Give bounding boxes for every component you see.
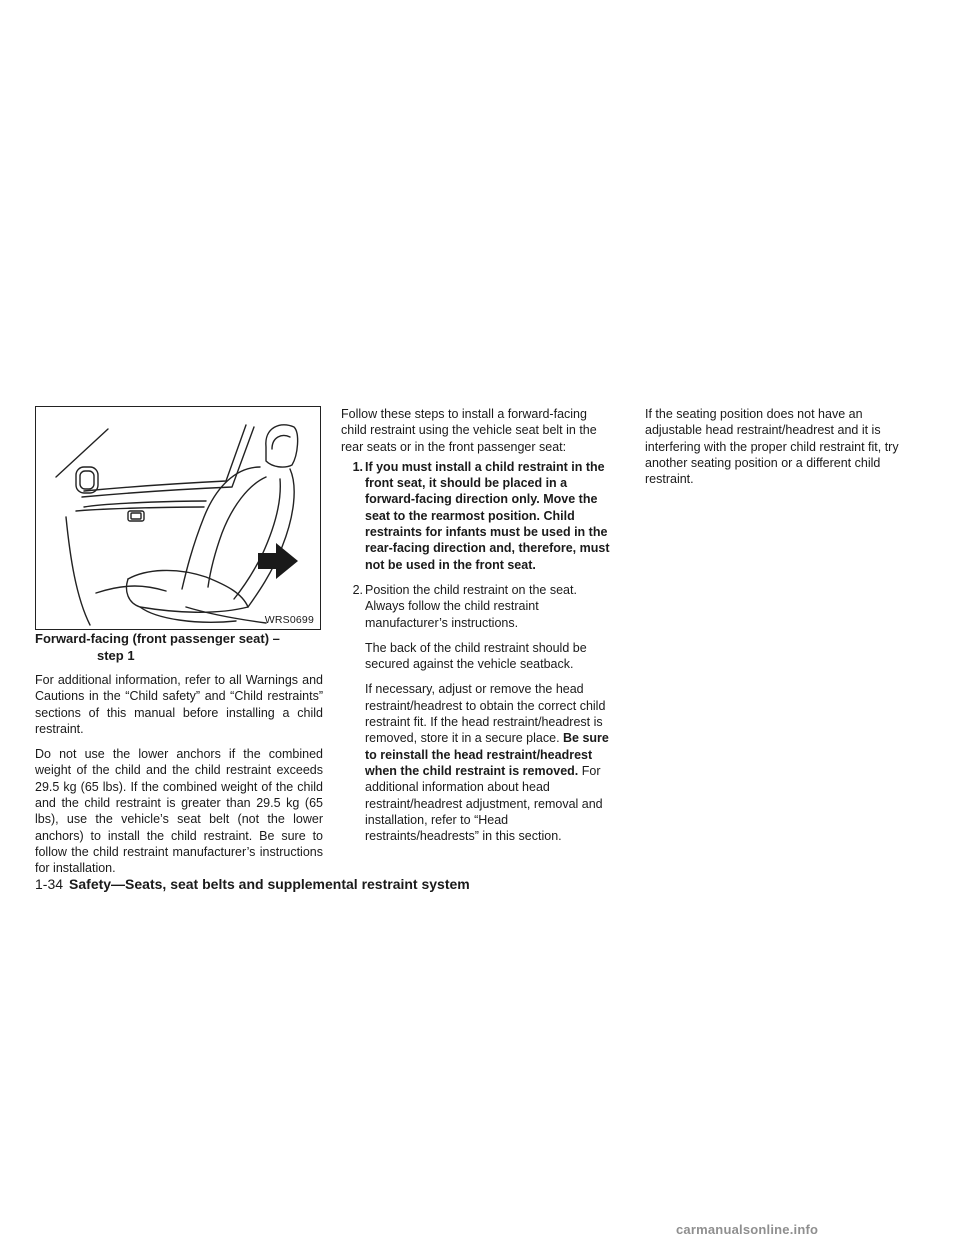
step-1-text: If you must install a child restraint in the front seat, it should be placed in a forward-facing direction only. Move the seat to the rearmost position. Child restraints for infants must be used in the rear-facing direction and, therefore, must not be used in the front seat. <box>365 459 610 572</box>
forward-arrow-icon <box>258 543 298 579</box>
column-middle <box>341 406 613 853</box>
figure-caption <box>35 630 325 664</box>
step-2-seatback: The back of the child restraint should be secured against the vehicle seatback. <box>365 640 587 672</box>
step-2 <box>341 582 613 844</box>
column-left <box>35 672 323 886</box>
page-footer <box>35 876 470 892</box>
page-number: 1-34 <box>35 876 64 892</box>
paragraph-lower-anchors: Do not use the lower anchors if the combined weight of the child and the child restraint exceeds 29.5 kg (65 lbs). If the combined weight of the child and the child restraint is greater than 29.5 kg (65 lbs), use the vehicle’s seat belt (not the lower anchors) to install the child restraint. Be sure to follow the child restraint manufacturer’s instructions for installation. <box>35 747 323 876</box>
watermark: carmanualsonline.info <box>676 1222 819 1237</box>
paragraph-no-adjustable-headrest: If the seating position does not have an adjustable head restraint/headrest and it is interfering with the proper child restraint fit, try another seating position or a different child restraint. <box>645 407 899 487</box>
step-2-headrest-warning: Be sure to reinstall the head restraint/headrest when the child restraint is removed. <box>365 731 609 778</box>
forward-facing-seat-drawing <box>36 407 320 629</box>
step-2-text: Position the child restraint on the seat. Always follow the child restraint manufacturer’s instructions. <box>365 582 577 630</box>
step-2-headrest-a: If necessary, adjust or remove the head restraint/headrest to obtain the correct child restraint fit. If the head restraint/headrest is removed, store it in a secure place. <box>365 682 606 746</box>
seat-illustration <box>35 406 321 630</box>
figure-code: WRS0699 <box>264 614 314 626</box>
step-2-headrest-c: For additional information about head restraint/headrest adjustment, removal and installation, refer to “Head restraints/headrests” in this section. <box>365 763 603 844</box>
step-2-number: 2. <box>352 582 363 597</box>
step-1-number: 1. <box>352 459 363 474</box>
column-right <box>645 406 920 496</box>
paragraph-intro: Follow these steps to install a forward-facing child restraint using the vehicle seat belt in the rear seats or in the front passenger seat: <box>341 407 597 454</box>
step-1 <box>341 459 613 573</box>
installation-steps <box>341 459 613 845</box>
caption-line-2: step 1 <box>97 648 135 663</box>
caption-line-1: Forward-facing (front passenger seat) – <box>35 631 280 646</box>
paragraph-additional-info: For additional information, refer to all Warnings and Cautions in the “Child safety” and “Child restraints” sections of this manual before installing a child restraint. <box>35 673 323 736</box>
step-2-headrest <box>365 681 613 844</box>
section-title: Safety—Seats, seat belts and supplemental restraint system <box>69 876 470 892</box>
